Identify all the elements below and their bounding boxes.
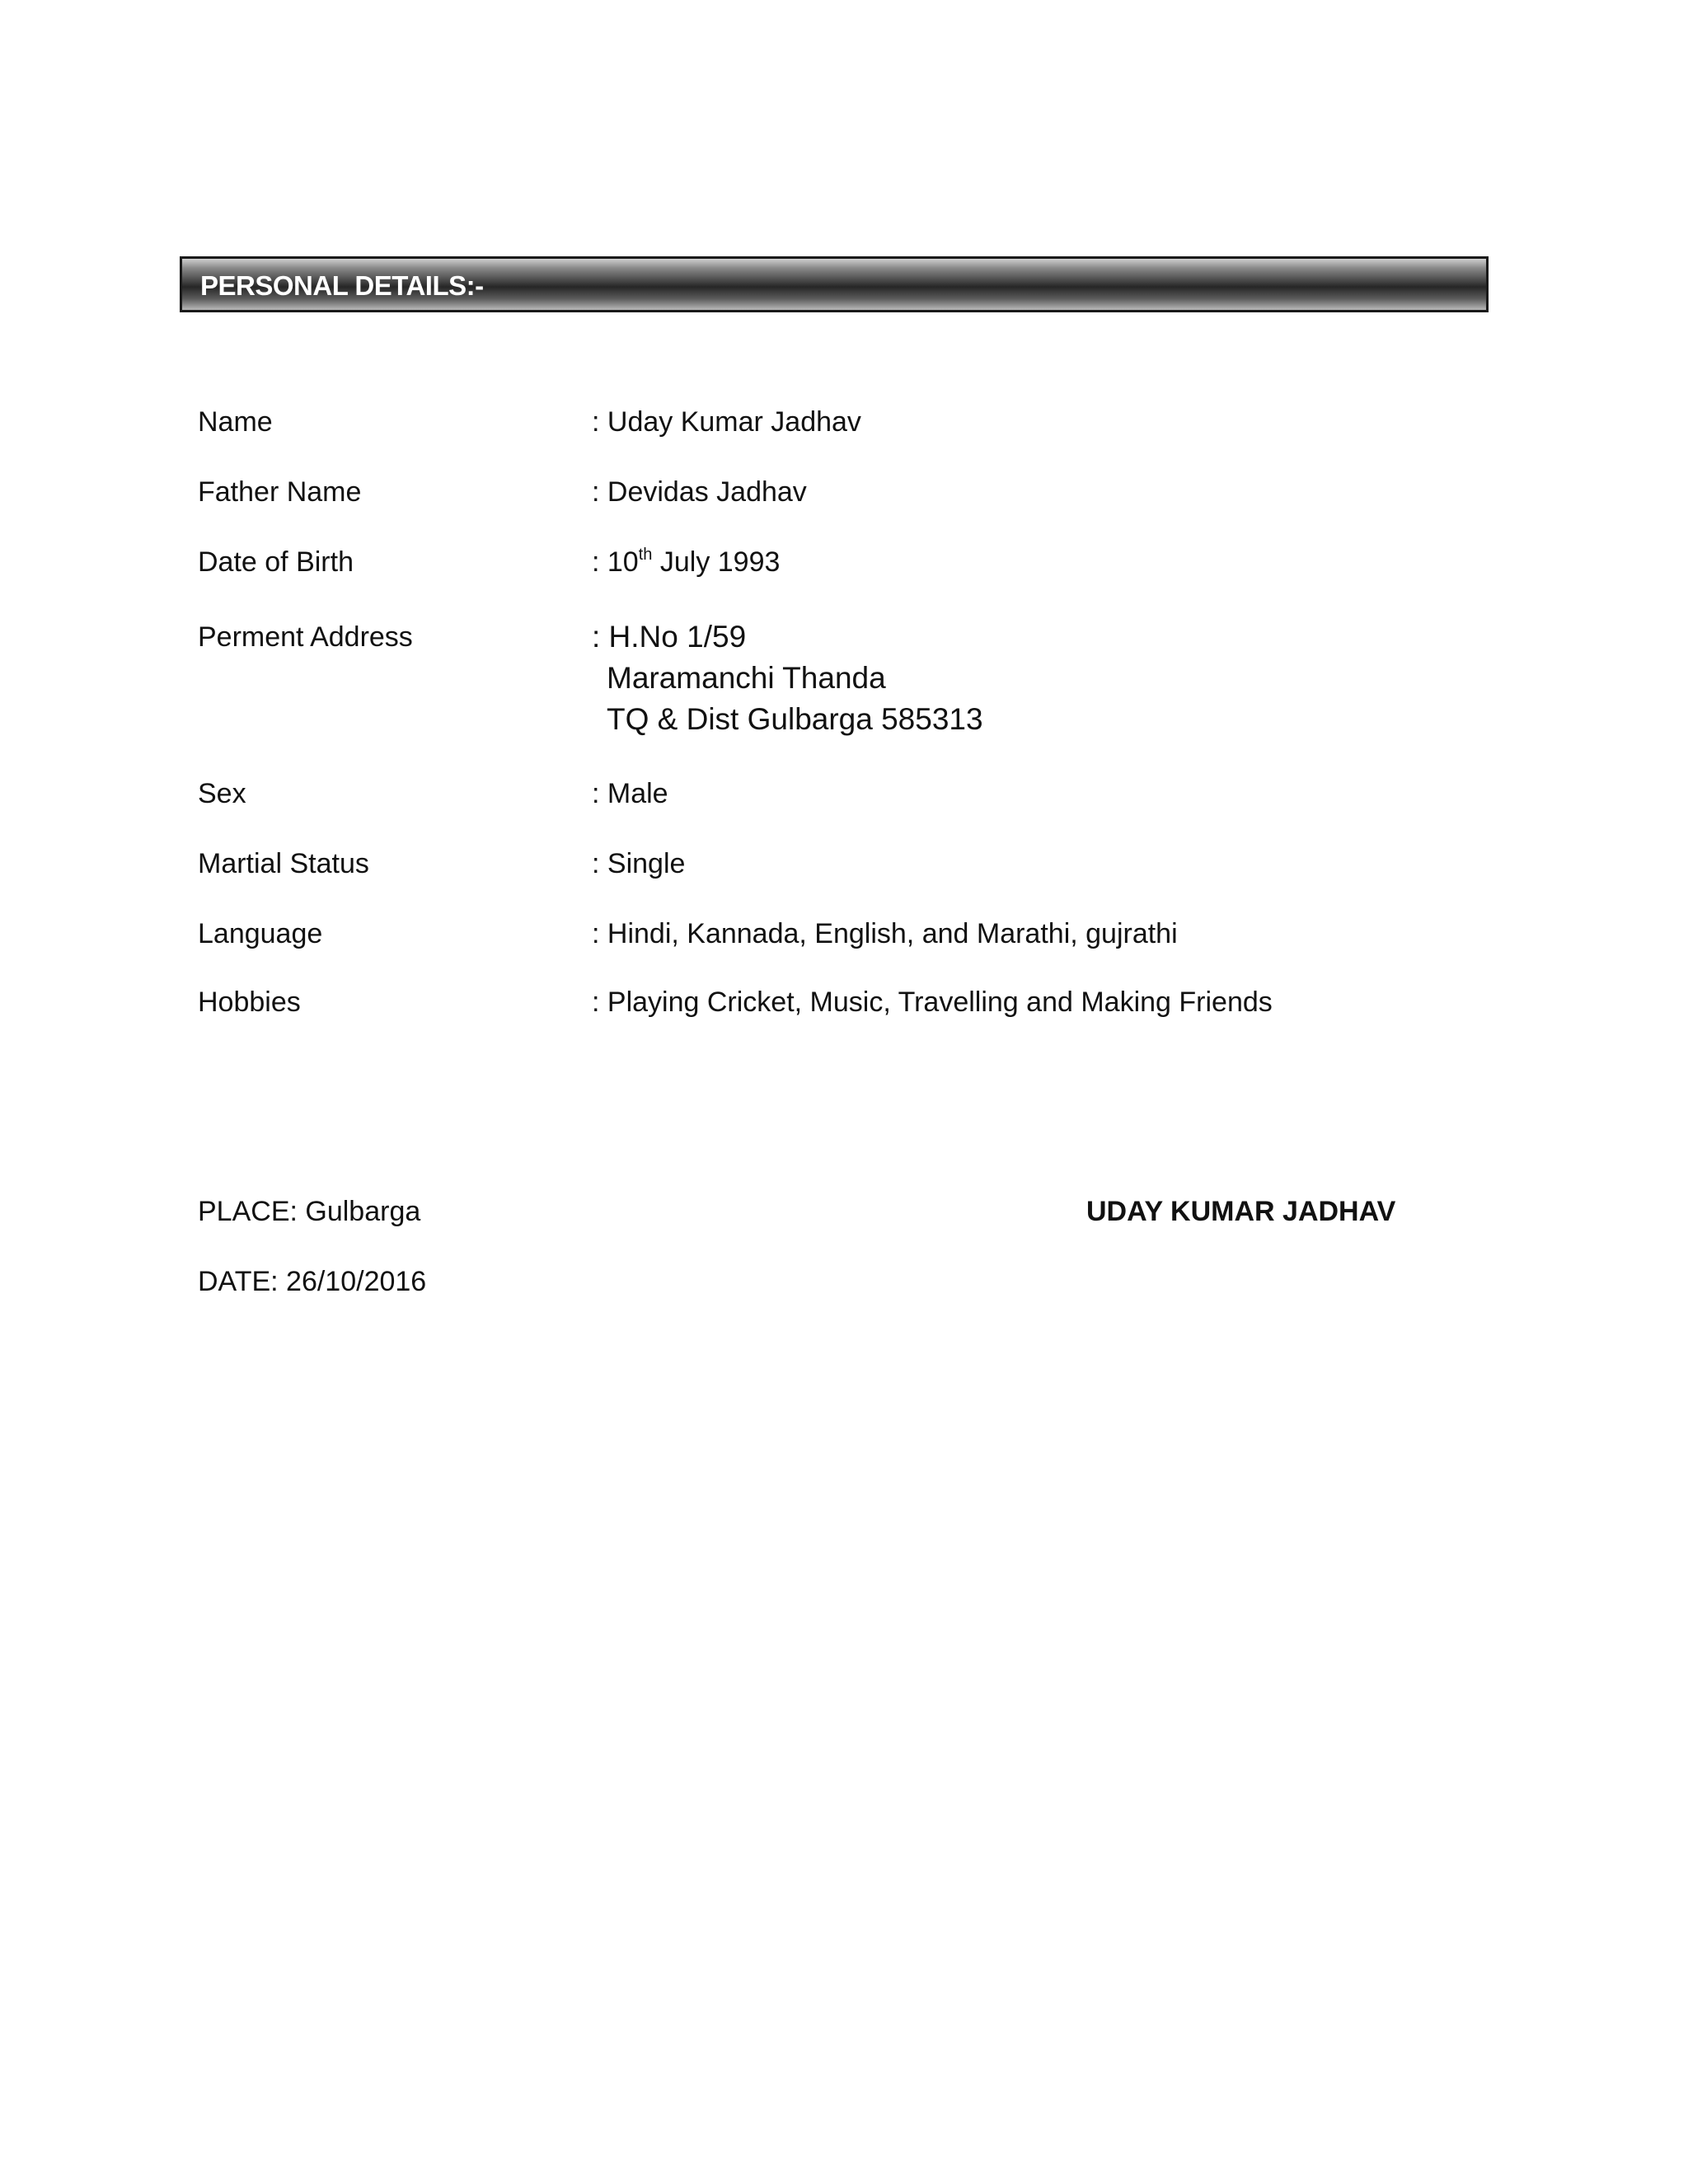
place-text: PLACE: Gulbarga	[198, 1196, 421, 1227]
address-line-1: : H.No 1/59	[592, 620, 747, 654]
hobbies-value: : Playing Cricket, Music, Travelling and Making Friends	[592, 987, 1273, 1018]
sex-label: Sex	[198, 778, 246, 809]
hobbies-label: Hobbies	[198, 987, 301, 1018]
marital-status-value: : Single	[592, 848, 686, 879]
dob-month-year: July 1993	[652, 546, 781, 578]
section-title: PERSONAL DETAILS:-	[200, 270, 484, 301]
personal-details-header	[180, 256, 1489, 312]
dob-day: : 10	[592, 546, 639, 578]
language-value: : Hindi, Kannada, English, and Marathi, gujrathi	[592, 918, 1178, 949]
name-label: Name	[198, 406, 273, 438]
language-label: Language	[198, 918, 323, 949]
dob-value	[592, 546, 780, 579]
father-name-label: Father Name	[198, 476, 362, 508]
name-value: : Uday Kumar Jadhav	[592, 406, 861, 438]
address-line-2: Maramanchi Thanda	[607, 661, 886, 695]
sex-value: : Male	[592, 778, 668, 809]
address-label: Perment Address	[198, 621, 413, 653]
marital-status-label: Martial Status	[198, 848, 369, 879]
signature-name: UDAY KUMAR JADHAV	[1086, 1196, 1396, 1227]
father-name-value: : Devidas Jadhav	[592, 476, 807, 508]
dob-label: Date of Birth	[198, 546, 354, 578]
date-text: DATE: 26/10/2016	[198, 1266, 427, 1297]
address-value	[592, 616, 983, 740]
address-line-3: TQ & Dist Gulbarga 585313	[607, 702, 983, 736]
dob-day-suffix: th	[638, 546, 653, 564]
